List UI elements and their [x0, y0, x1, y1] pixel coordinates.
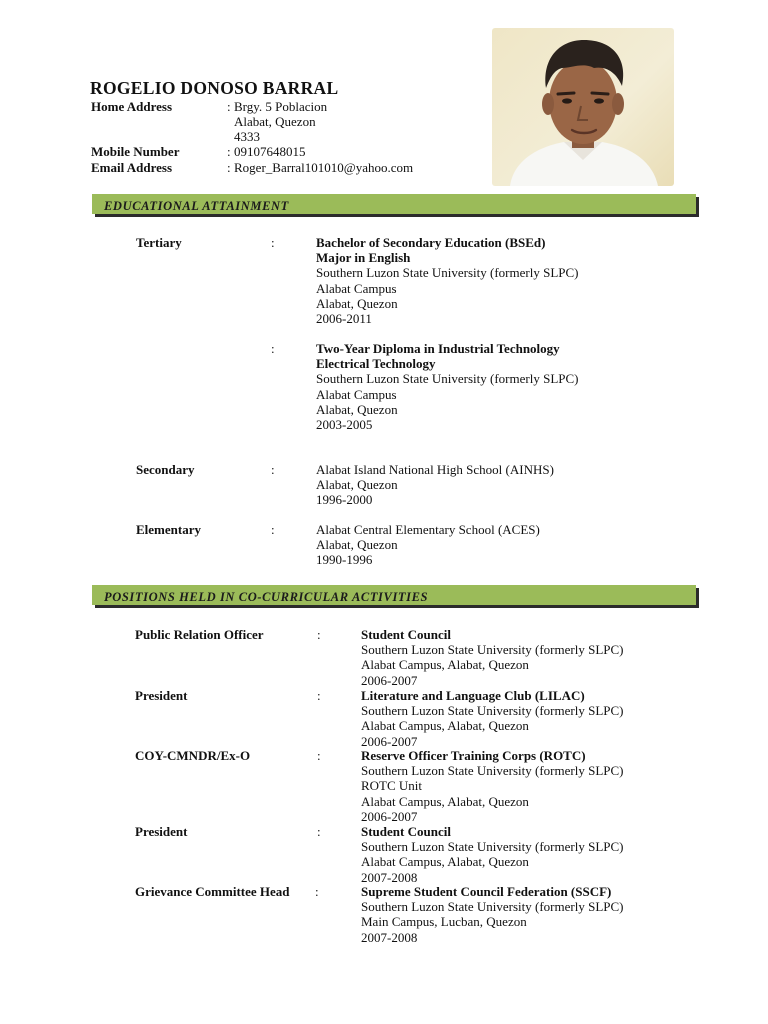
position-entry	[361, 824, 624, 885]
position-entry	[361, 748, 624, 824]
education-section-bar	[92, 194, 696, 214]
position-sep: :	[317, 824, 321, 839]
home-address-line-2: Alabat, Quezon	[234, 114, 316, 129]
email-address-label: Email Address	[91, 160, 173, 175]
organization-school: Southern Luzon State University (formerly SLPC)	[361, 839, 624, 855]
position-entry	[361, 688, 624, 749]
position-sep: :	[317, 688, 321, 703]
organization-years: 2007-2008	[361, 869, 418, 885]
organization-years: 2006-2007	[361, 672, 418, 688]
school-name: Alabat Island National High School (AINHS)	[316, 462, 554, 477]
school-name: Southern Luzon State University (formerly SLPC)	[316, 265, 579, 281]
applicant-name: ROGELIO DONOSO BARRAL	[90, 78, 339, 98]
education-section-title: EDUCATIONAL ATTAINMENT	[104, 199, 289, 213]
organization-name: Supreme Student Council Federation (SSCF)	[361, 884, 612, 899]
school-years: 2003-2005	[316, 416, 373, 432]
degree-major: Major in English	[316, 250, 411, 266]
position-title: COY-CMNDR/Ex-O	[135, 748, 251, 763]
email-address-sep: :	[227, 160, 231, 175]
education-entry-secondary	[316, 462, 554, 508]
organization-location: Main Campus, Lucban, Quezon	[361, 914, 527, 930]
school-campus: Alabat Campus	[316, 280, 397, 296]
position-sep: :	[317, 748, 321, 763]
school-name: Alabat Central Elementary School (ACES)	[316, 522, 540, 537]
organization-location: Alabat Campus, Alabat, Quezon	[361, 718, 529, 734]
education-sep: :	[271, 341, 275, 356]
education-level-tertiary: Tertiary	[136, 235, 182, 250]
school-campus: Alabat Campus	[316, 386, 397, 402]
education-entry-tertiary-bsed	[316, 235, 579, 326]
organization-school: Southern Luzon State University (formerly SLPC)	[361, 763, 624, 779]
education-sep: :	[271, 462, 275, 477]
organization-name: Student Council	[361, 824, 451, 839]
position-title: Grievance Committee Head	[135, 884, 290, 899]
organization-name: Student Council	[361, 627, 451, 642]
home-address-label: Home Address	[91, 99, 173, 114]
education-entry-elementary	[316, 522, 540, 568]
organization-location: Alabat Campus, Alabat, Quezon	[361, 657, 529, 673]
school-location: Alabat, Quezon	[316, 401, 398, 417]
organization-name: Reserve Officer Training Corps (ROTC)	[361, 748, 586, 763]
mobile-number-value: 09107648015	[234, 144, 306, 159]
organization-school: Southern Luzon State University (formerly SLPC)	[361, 899, 624, 915]
organization-location: Alabat Campus, Alabat, Quezon	[361, 793, 529, 809]
degree-title: Bachelor of Secondary Education (BSEd)	[316, 235, 546, 250]
school-location: Alabat, Quezon	[316, 477, 398, 493]
organization-school: Southern Luzon State University (formerly SLPC)	[361, 642, 624, 658]
degree-major: Electrical Technology	[316, 356, 436, 372]
position-entry	[361, 884, 624, 945]
home-address-sep: :	[227, 99, 231, 114]
education-level-elementary: Elementary	[136, 522, 201, 537]
positions-section-title: POSITIONS HELD IN CO-CURRICULAR ACTIVITIES	[104, 590, 429, 604]
school-years: 1990-1996	[316, 552, 373, 568]
education-level-secondary: Secondary	[136, 462, 195, 477]
profile-photo	[492, 28, 674, 186]
position-entry	[361, 627, 624, 688]
mobile-number-label: Mobile Number	[91, 144, 180, 159]
position-sep: :	[317, 627, 321, 642]
organization-name: Literature and Language Club (LILAC)	[361, 688, 585, 703]
organization-years: 2007-2008	[361, 929, 418, 945]
organization-school: Southern Luzon State University (formerly SLPC)	[361, 703, 624, 719]
organization-unit: ROTC Unit	[361, 778, 423, 794]
position-title: President	[135, 824, 188, 839]
position-title: President	[135, 688, 188, 703]
education-sep: :	[271, 522, 275, 537]
school-name: Southern Luzon State University (formerly SLPC)	[316, 371, 579, 387]
positions-section-bar	[92, 585, 696, 605]
school-years: 2006-2011	[316, 310, 372, 326]
education-entry-tertiary-diploma	[316, 341, 579, 432]
organization-years: 2006-2007	[361, 808, 418, 824]
degree-title: Two-Year Diploma in Industrial Technology	[316, 341, 560, 356]
school-location: Alabat, Quezon	[316, 295, 398, 311]
school-years: 1996-2000	[316, 492, 373, 508]
school-location: Alabat, Quezon	[316, 537, 398, 553]
position-sep: :	[315, 884, 319, 899]
home-address-line-3: 4333	[234, 129, 260, 144]
education-sep: :	[271, 235, 275, 250]
position-title: Public Relation Officer	[135, 627, 264, 642]
email-address-value: Roger_Barral101010@yahoo.com	[234, 160, 414, 175]
mobile-number-sep: :	[227, 144, 231, 159]
organization-years: 2006-2007	[361, 733, 418, 749]
home-address-line-1: Brgy. 5 Poblacion	[234, 99, 328, 114]
organization-location: Alabat Campus, Alabat, Quezon	[361, 854, 529, 870]
